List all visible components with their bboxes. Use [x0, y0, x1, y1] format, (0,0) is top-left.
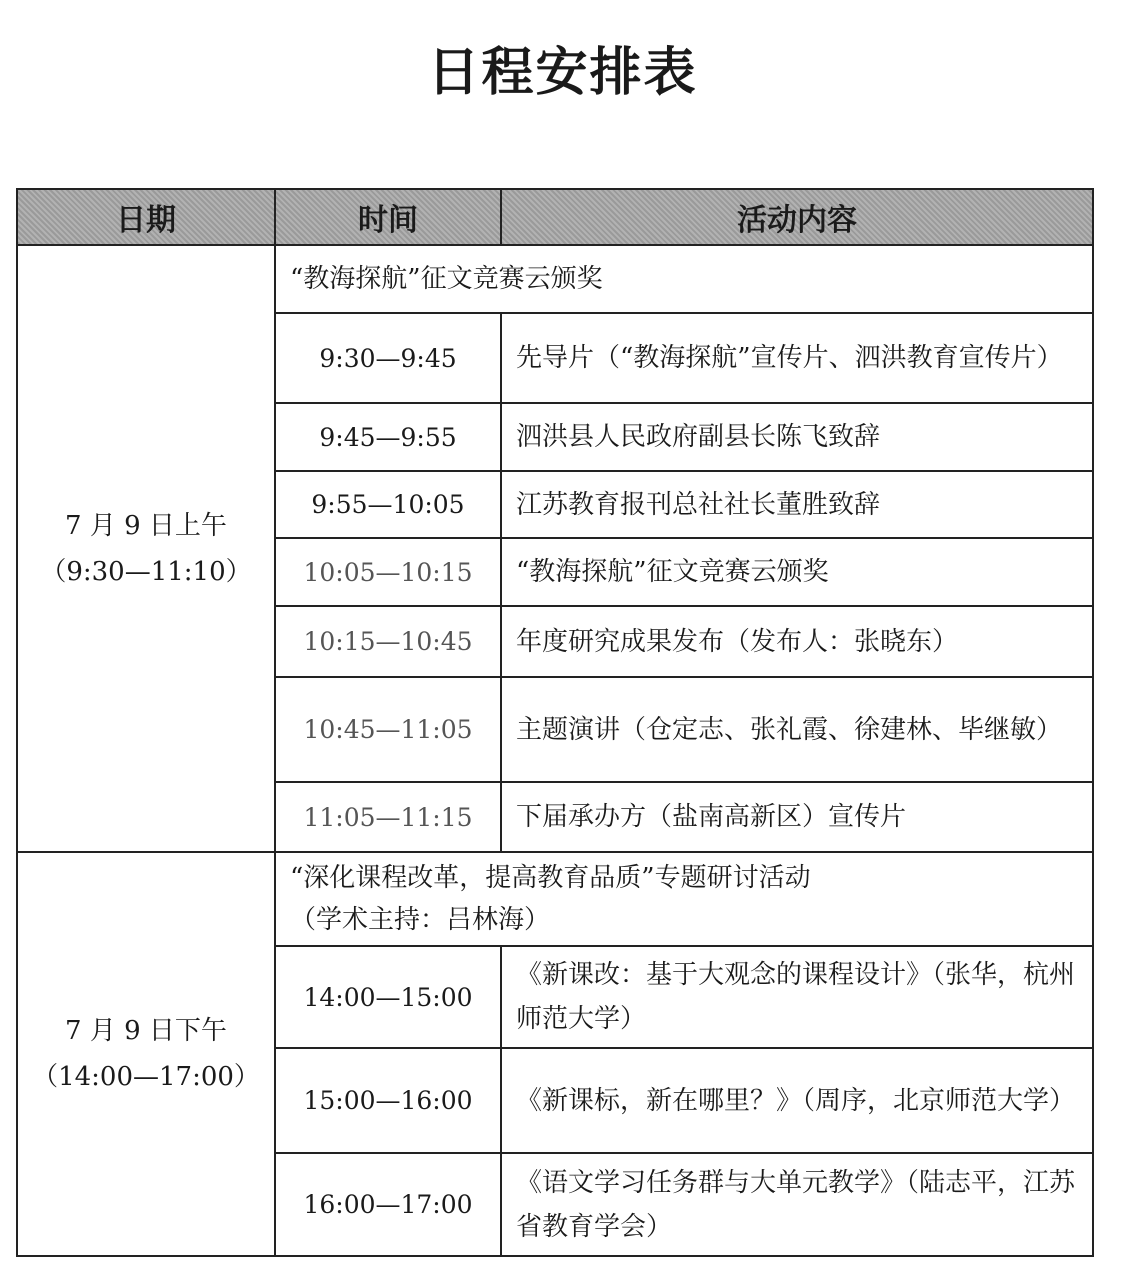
morning-date-cell	[17, 245, 275, 852]
afternoon-session-host: （学术主持：吕林海）	[290, 905, 551, 935]
header-date: 日期	[17, 189, 275, 245]
row-time: 9:30—9:45	[275, 313, 501, 403]
morning-session-title: “教海探航”征文竞赛云颁奖	[275, 245, 1093, 313]
table-header-row	[17, 189, 1093, 245]
morning-session-title-row	[17, 245, 1093, 313]
header-time: 时间	[275, 189, 501, 245]
row-time: 15:00—16:00	[275, 1048, 501, 1153]
row-content: 下届承办方（盐南高新区）宣传片	[501, 782, 1093, 852]
row-content: “教海探航”征文竞赛云颁奖	[501, 538, 1093, 606]
row-time: 10:45—11:05	[275, 677, 501, 782]
row-content: 主题演讲（仓定志、张礼霞、徐建林、毕继敏）	[501, 677, 1093, 782]
row-content: 《语文学习任务群与大单元教学》（陆志平，江苏省教育学会）	[501, 1153, 1093, 1256]
row-time: 14:00—15:00	[275, 946, 501, 1048]
schedule-table	[16, 188, 1094, 1257]
row-content: 《新课标，新在哪里？》（周序，北京师范大学）	[501, 1048, 1093, 1153]
page-title: 日程安排表	[427, 43, 698, 103]
row-content: 先导片（“教海探航”宣传片、泗洪教育宣传片）	[501, 313, 1093, 403]
row-time: 10:15—10:45	[275, 606, 501, 677]
row-content: 年度研究成果发布（发布人：张晓东）	[501, 606, 1093, 677]
afternoon-session-title-row	[17, 852, 1093, 946]
row-content: 泗洪县人民政府副县长陈飞致辞	[501, 403, 1093, 471]
header-content: 活动内容	[501, 189, 1093, 245]
row-time: 16:00—17:00	[275, 1153, 501, 1256]
afternoon-date: 7 月 9 日下午	[65, 1016, 227, 1046]
afternoon-date-cell	[17, 852, 275, 1256]
row-time: 9:55—10:05	[275, 471, 501, 538]
row-content: 《新课改：基于大观念的课程设计》（张华，杭州师范大学）	[501, 946, 1093, 1048]
row-time: 10:05—10:15	[275, 538, 501, 606]
afternoon-session-title	[275, 852, 1093, 946]
morning-date-range: （9:30—11:10）	[40, 556, 252, 587]
morning-date: 7 月 9 日上午	[65, 510, 227, 541]
row-content: 江苏教育报刊总社社长董胜致辞	[501, 471, 1093, 538]
afternoon-session-title-main: “深化课程改革，提高教育品质”专题研讨活动	[290, 863, 811, 893]
row-time: 9:45—9:55	[275, 403, 501, 471]
afternoon-date-range: （14:00—17:00）	[32, 1062, 260, 1092]
row-time: 11:05—11:15	[275, 782, 501, 852]
